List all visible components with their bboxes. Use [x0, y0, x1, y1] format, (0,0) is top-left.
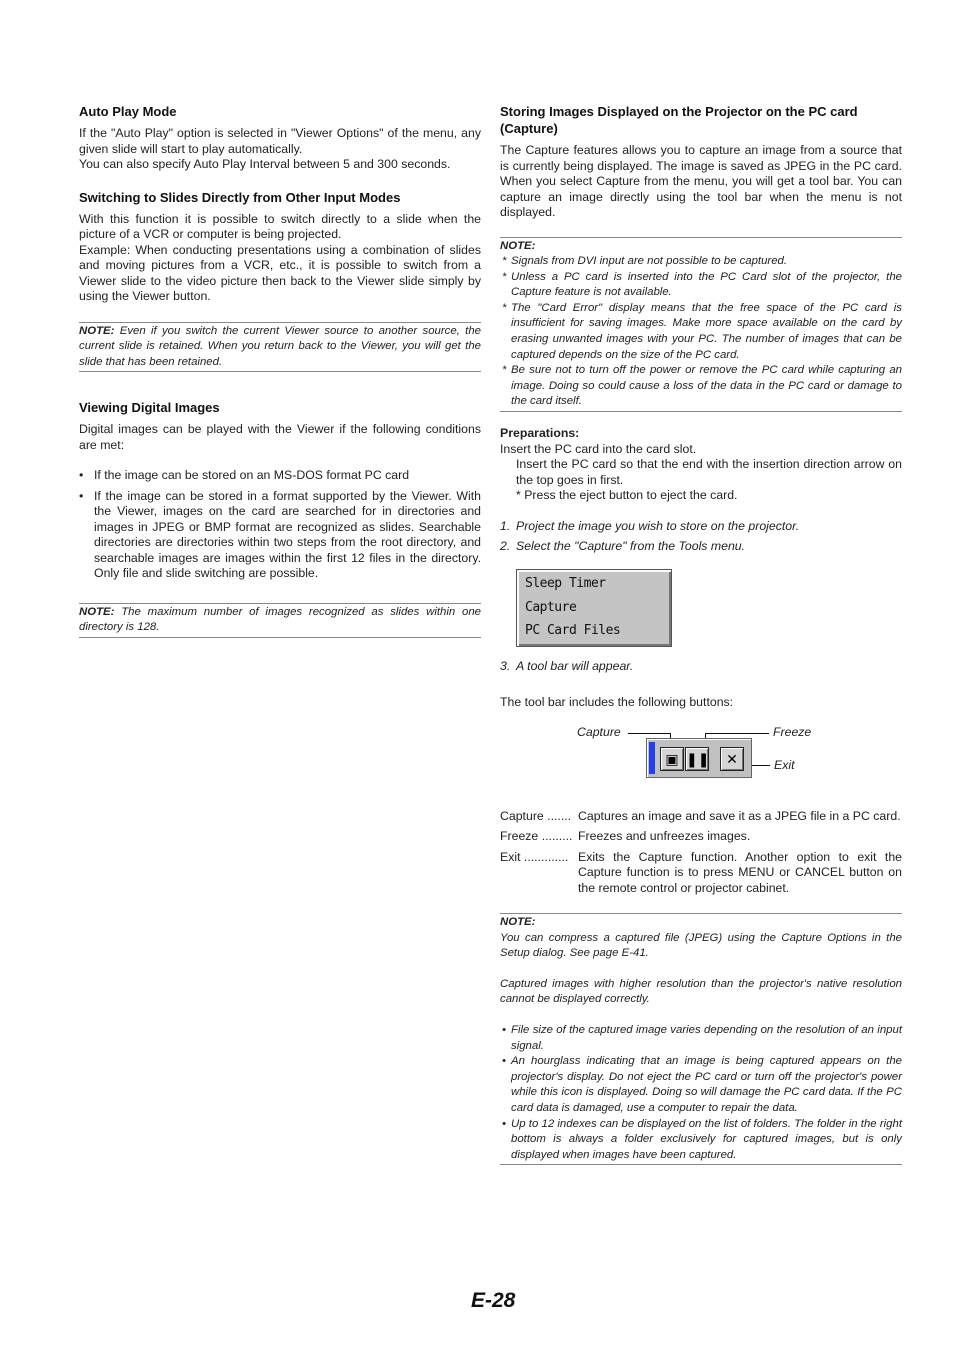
note-text: The maximum number of images recognized as slides within one directory is 128.: [79, 605, 481, 634]
preparations-indent: Insert the PC card so that the end with the insertion direction arrow on the top goes in first.: [516, 457, 902, 487]
toolbar-handle: [649, 742, 655, 774]
definition-row: Capture ....... Captures an image and save it as a JPEG file in a PC card.: [500, 808, 901, 823]
exit-button[interactable]: [720, 747, 744, 771]
preparations-line: Insert the PC card into the card slot.: [500, 441, 697, 456]
left-column: [79, 103, 481, 638]
note-paragraph: Captured images with higher resolution than the projector's native resolution cannot be displayed correctly.: [500, 977, 902, 1006]
note-list: [500, 254, 902, 410]
list-item: • An hourglass indicating that an image is being captured appears on the projector's display. Do not eject the PC card or turn off the projector's power while this icon is displayed. Doing so will damage the PC card data. If the PC card data is damaged, use a computer to repair the data.: [502, 1055, 902, 1114]
step-2: 2. Select the "Capture" from the Tools menu.: [500, 539, 746, 554]
auto-play-heading: Auto Play Mode: [79, 104, 177, 119]
freeze-leader: [705, 733, 769, 734]
auto-play-text-1: If the "Auto Play" option is selected in "Viewer Options" of the menu, any given slide will start to play automatically.: [79, 126, 481, 156]
pause-icon: ❚❚: [686, 750, 710, 767]
step-1: 1. Project the image you wish to store on the projector.: [500, 518, 800, 533]
capture-note-2: [500, 913, 902, 1165]
viewing-heading: Viewing Digital Images: [79, 400, 220, 416]
capture-intro: The Capture features allows you to capture an image from a source that is currently being displayed. The image is saved as JPEG in the PC card. When you select Capture from the menu, you will get a tool bar. You can capture an image directly using the tool bar when the menu is not displayed.: [500, 143, 902, 219]
menu-item-pc-card-files: PC Card Files: [525, 622, 621, 638]
menu-item-capture: Capture: [525, 599, 577, 615]
list-item: • If the image can be stored in a format supported by the Viewer. With the Viewer, images on the card are searched for in directories and images in JPEG or BMP format are recognized as slides. Searchable directories are directories within two steps from the root directory, and searchable images are images within the first 12 files in the directory. Only file and slide switching are possible.: [79, 488, 481, 581]
freeze-button[interactable]: [685, 747, 709, 771]
note-text: Even if you switch the current Viewer source to another source, the current slide is retained. When you return back to the Viewer, you will get the slide that has been retained.: [79, 324, 481, 368]
toolbar-diagram: [500, 721, 902, 799]
camera-icon: ▣: [665, 750, 679, 767]
note-bullets: [500, 1023, 902, 1163]
note-label: NOTE:: [500, 916, 536, 929]
definition-row: Exit ............. Exits the Capture function. Another option to exit the Capture function is to press MENU or CANCEL button on the remote control or projector cabinet.: [500, 849, 902, 895]
switching-text-1: With this function it is possible to switch directly to a slide when the picture of a VCR or computer is being projected.: [79, 211, 481, 241]
preparations-label: Preparations:: [500, 426, 580, 441]
note-label: NOTE:: [79, 324, 115, 337]
right-column: [500, 103, 902, 1165]
definition-row: Freeze ......... Freezes and unfreezes images.: [500, 829, 751, 844]
list-item: • If the image can be stored on an MS-DOS format PC card: [79, 468, 410, 483]
exit-callout: Exit: [774, 757, 795, 772]
toolbar-intro: The tool bar includes the following buttons:: [500, 695, 734, 710]
list-item: * The "Card Error" display means that the free space of the PC card is insufficient for saving images. Make more space available on the card by erasing unwanted images with your PC. The number of images that can be captured depends on the size of the PC card.: [502, 301, 902, 361]
page-number: E-28: [471, 1289, 516, 1312]
spacer: [79, 173, 481, 189]
viewing-text: Digital images can be played with the Viewer if the following conditions are met:: [79, 422, 481, 452]
close-icon: ✕: [726, 750, 738, 767]
switching-note: [79, 322, 481, 373]
step-3: 3. A tool bar will appear.: [500, 658, 634, 673]
note-label: NOTE:: [79, 605, 115, 618]
viewing-note: [79, 603, 481, 638]
note-paragraph: You can compress a captured file (JPEG) using the Capture Options in the Setup dialog. See page E-41.: [500, 931, 902, 960]
tools-menu-screenshot: [516, 569, 672, 647]
button-definitions: [500, 809, 902, 897]
switching-heading: Switching to Slides Directly from Other Input Modes: [79, 189, 401, 205]
capture-heading: Storing Images Displayed on the Projector on the PC card (Capture): [500, 104, 858, 136]
menu-item-sleep-timer: Sleep Timer: [525, 575, 606, 591]
auto-play-text-2: You can also specify Auto Play Interval between 5 and 300 seconds.: [79, 157, 451, 171]
note-label: NOTE:: [500, 239, 536, 252]
capture-button[interactable]: [660, 747, 684, 771]
list-item: * Be sure not to turn off the power or remove the PC card while capturing an image. Doing so could cause a loss of the data in the PC card or damage to the card itself.: [502, 364, 902, 408]
list-item: • File size of the captured image varies depending on the resolution of an input signal.: [502, 1024, 902, 1052]
capture-toolbar: [646, 738, 752, 778]
switching-text-2: Example: When conducting presentations using a combination of slides and moving pictures from a VCR, etc., it is possible to switch from a Viewer slide to the video picture then back to the Viewer slide simply by using the Viewer button.: [79, 242, 481, 303]
capture-callout: Capture: [577, 724, 621, 739]
viewing-conditions-list: [79, 468, 481, 582]
list-item: * Unless a PC card is inserted into the PC Card slot of the projector, the Capture feature is not available.: [502, 270, 902, 299]
preparations-eject: * Press the eject button to eject the card.: [516, 488, 738, 503]
capture-leader: [628, 733, 670, 734]
list-item: * Signals from DVI input are not possible to be captured.: [502, 255, 788, 268]
list-item: • Up to 12 indexes can be displayed on the list of folders. The folder in the right bottom is always a folder exclusively for captured images, but is only displayed when images have been captured.: [502, 1117, 902, 1161]
capture-note: [500, 237, 902, 413]
freeze-callout: Freeze: [773, 724, 812, 739]
